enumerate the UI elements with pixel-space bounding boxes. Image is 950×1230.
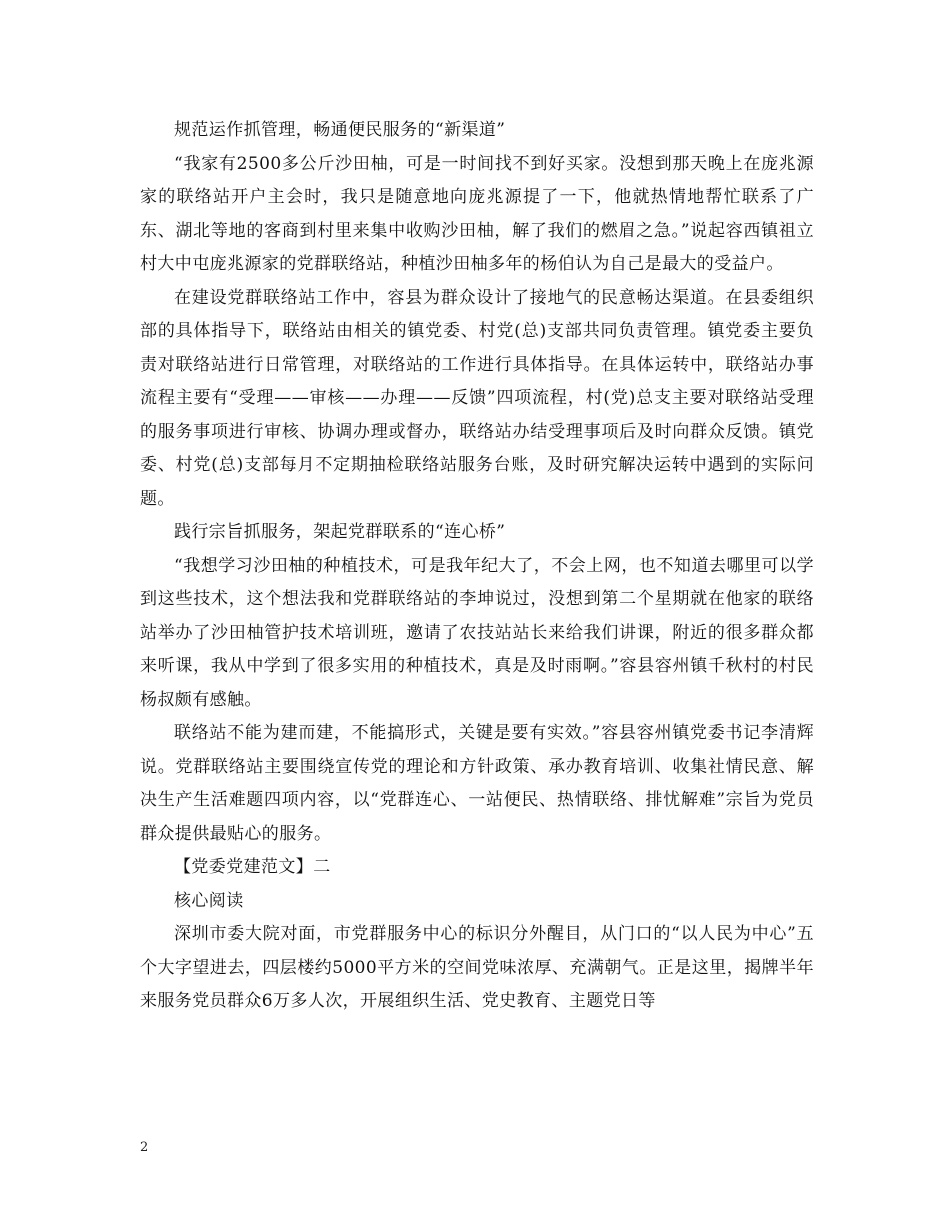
page-number: 2 — [140, 1140, 149, 1155]
section-heading-heart-bridge: 践行宗旨抓服务，架起党群联系的“连心桥” — [174, 522, 506, 542]
section-heading-core-reading: 核心阅读 — [174, 890, 244, 911]
document-body — [140, 114, 814, 1019]
paragraph-training: “我想学习沙田柚的种植技术，可是我年纪大了，不会上网，也不知道去哪里可以学到这些技术，这个想法我和党群联络站的李坤说过，没想到第二个星期就在他家的联络站举办了沙田柚管护技术培训班，邀请了农技站站长来给我们讲课，附近的很多群众都来听课，我从中学到了很多实用的种植技术，真是及时雨啊。”容县容州镇千秋村的村民杨叔颇有感触。 — [140, 555, 814, 710]
section-heading-new-channel: 规范运作抓管理，畅通便民服务的“新渠道” — [174, 120, 506, 140]
paragraph-effectiveness: 联络站不能为建而建，不能搞形式，关键是要有实效。”容县容州镇党委书记李清辉说。党群联络站主要围绕宣传党的理论和方针政策、承办教育培训、收集社情民意、解决生产生活难题四项内容，以“党群连心、一站便民、热情联络、排忧解难”宗旨为党员群众提供最贴心的服务。 — [140, 723, 814, 844]
paragraph-shenzhen-center: 深圳市委大院对面，市党群服务中心的标识分外醒目，从门口的“以人民为中心”五个大字望进去，四层楼约5000平方米的空间党味浓厚、充满朝气。正是这里，揭牌半年来服务党员群众6万多人次，开展组织生活、党史教育、主题党日等 — [140, 924, 814, 1011]
paragraph-pomelo-sale: “我家有2500多公斤沙田柚，可是一时间找不到好买家。没想到那天晚上在庞兆源家的联络站开户主会时，我只是随意地向庞兆源提了一下，他就热情地帮忙联系了广东、湖北等地的客商到村里来集中收购沙田柚，解了我们的燃眉之急。”说起容西镇祖立村大中屯庞兆源家的党群联络站，种植沙田柚多年的杨伯认为自己是最大的受益户。 — [140, 153, 814, 274]
paragraph-management: 在建设党群联络站工作中，容县为群众设计了接地气的民意畅达渠道。在县委组织部的具体指导下，联络站由相关的镇党委、村党(总)支部共同负责管理。镇党委主要负责对联络站进行日常管理，对联络站的工作进行具体指导。在具体运转中，联络站办事流程主要有“受理——审核——办理——反馈”四项流程，村(党)总支主要对联络站受理的服务事项进行审核、协调办理或督办，联络站办结受理事项后及时向群众反馈。镇党委、村党(总)支部每月不定期抽检联络站服务台账，及时研究解决运转中遇到的实际问题。 — [140, 287, 814, 509]
section-heading-sample-two: 【党委党建范文】二 — [174, 857, 331, 877]
